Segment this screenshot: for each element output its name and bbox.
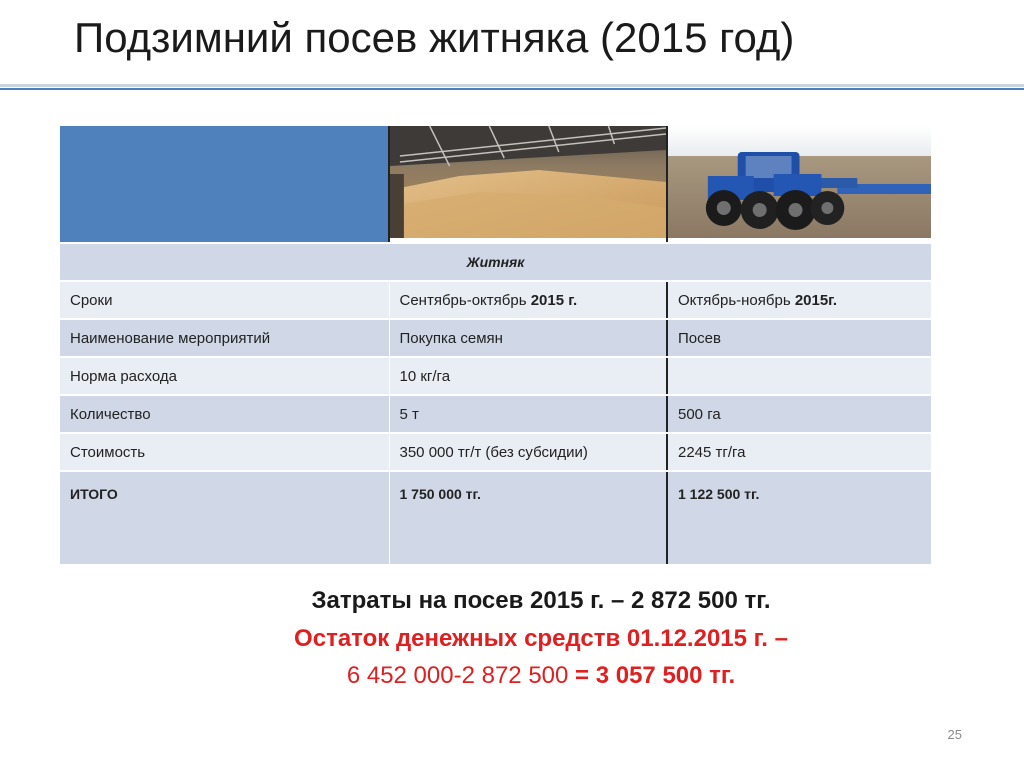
balance-calculation: 6 452 000-2 872 500 = 3 057 500 тг. bbox=[346, 662, 736, 689]
table-row bbox=[60, 281, 931, 319]
tractor-photo-cell bbox=[667, 126, 931, 243]
total-col2: 1 750 000 тг. bbox=[389, 471, 667, 565]
row-col3 bbox=[667, 357, 931, 395]
title-divider-light bbox=[0, 84, 1024, 87]
total-label: ИТОГО bbox=[60, 471, 389, 565]
image-row bbox=[60, 126, 931, 243]
header-blue-cell bbox=[60, 126, 389, 243]
row-col3: 2245 тг/га bbox=[667, 433, 931, 471]
row-col2: Покупка семян bbox=[389, 319, 667, 357]
row-label: Стоимость bbox=[60, 433, 389, 471]
table-row bbox=[60, 319, 931, 357]
sowing-table bbox=[60, 126, 931, 566]
seed-storage-photo-cell bbox=[389, 126, 667, 243]
crop-section-label: Житняк bbox=[60, 243, 931, 281]
seed-storage-photo bbox=[390, 126, 666, 238]
row-label: Наименование мероприятий bbox=[60, 319, 389, 357]
total-col3: 1 122 500 тг. bbox=[667, 471, 931, 565]
row-col2: 5 т bbox=[389, 395, 667, 433]
balance-heading: Остаток денежных средств 01.12.2015 г. – bbox=[294, 625, 788, 652]
row-col3: Посев bbox=[667, 319, 931, 357]
slide-title: Подзимний посев житняка (2015 год) bbox=[74, 14, 795, 61]
page-number: 25 bbox=[947, 727, 962, 742]
row-col2: Сентябрь-октябрь 2015 г. bbox=[389, 281, 667, 319]
tractor-photo bbox=[668, 126, 931, 238]
title-divider-blue bbox=[0, 88, 1024, 90]
row-col2: 350 000 тг/т (без субсидии) bbox=[389, 433, 667, 471]
costs-summary: Затраты на посев 2015 г. – 2 872 500 тг. bbox=[311, 587, 771, 614]
table-row bbox=[60, 357, 931, 395]
crop-section-row bbox=[60, 243, 931, 281]
row-label: Сроки bbox=[60, 281, 389, 319]
row-col2: 10 кг/га bbox=[389, 357, 667, 395]
row-col3: Октябрь-ноябрь 2015г. bbox=[667, 281, 931, 319]
row-label: Количество bbox=[60, 395, 389, 433]
row-col3: 500 га bbox=[667, 395, 931, 433]
total-row bbox=[60, 471, 931, 565]
table-row bbox=[60, 433, 931, 471]
row-label: Норма расхода bbox=[60, 357, 389, 395]
table-row bbox=[60, 395, 931, 433]
